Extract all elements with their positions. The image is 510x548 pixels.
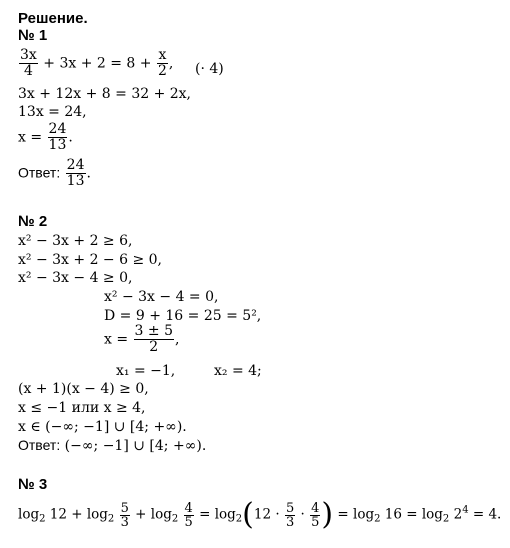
solution-heading: Решение.: [18, 10, 88, 27]
p3-frac-5-3: $\frac{5}{3}$: [120, 500, 129, 530]
p1-answer-frac: $\frac{24}{13}$: [66, 157, 85, 189]
p2-line-3: x² − 3x − 4 ≥ 0,: [18, 270, 133, 286]
p1-frac-x-2: $\frac{x}{2}$: [157, 47, 167, 79]
problem-1-number: № 1: [18, 27, 48, 44]
p1-multiply-note: (· 4): [195, 61, 224, 77]
answer-label: Ответ:: [18, 437, 61, 453]
p1-line-4: x = $\frac{24}{13}$ .: [18, 121, 73, 153]
p3-log-equation: $\log_2 12 + \log_2$ $\frac{5}{3}$ + $\log_2$ $\frac{4}{5}$ = $\log_2(12$ · $\frac{5}{3}$ · $\frac{4}{5}$ ) = $\log_2 16 = \log_2 2^4 = 4$.: [18, 497, 502, 532]
p2-root-x2: x₂ = 4;: [214, 363, 262, 379]
p2-discriminant: D = 9 + 16 = 25 = 5²,: [104, 308, 262, 324]
p2-frac-roots: $\frac{3 \pm 5}{2}$: [134, 323, 173, 355]
p1-answer: Ответ: $\frac{24}{13}$ .: [18, 157, 91, 189]
p2-root-x1: x₁ = −1,: [116, 363, 176, 379]
problem-3-number: № 3: [18, 476, 48, 493]
p1-equation: $\frac{3x}{4}$ + 3x + 2 = 8 + $\frac{x}{2}$ ,: [20, 47, 174, 79]
p3-frac-4-5: $\frac{4}{5}$: [184, 500, 193, 530]
p3-frac-5-3-inner: $\frac{5}{3}$: [285, 500, 295, 530]
p1-frac-3x-4: $\frac{3x}{4}$: [20, 47, 37, 79]
p1-line-3: 13x = 24,: [18, 104, 87, 120]
p2-line-8: (x + 1)(x − 4) ≥ 0,: [18, 381, 149, 397]
p2-line-2: x² − 3x + 2 − 6 ≥ 0,: [18, 252, 163, 268]
p3-frac-4-5-inner: $\frac{4}{5}$: [311, 500, 320, 530]
p2-line-4: x² − 3x − 4 = 0,: [104, 289, 219, 305]
p2-roots-formula: x = $\frac{3 \pm 5}{2}$ ,: [104, 323, 180, 355]
p1-line-2: 3x + 12x + 8 = 32 + 2x,: [18, 86, 192, 102]
p2-line-9: x ≤ −1 или x ≥ 4,: [18, 400, 146, 416]
p1-frac-24-13: $\frac{24}{13}$: [48, 121, 67, 153]
p2-line-1: x² − 3x + 2 ≥ 6,: [18, 233, 133, 249]
answer-label: Ответ:: [18, 164, 61, 181]
problem-2-number: № 2: [18, 213, 48, 230]
p2-line-10: x ∈ (−∞; −1] ∪ [4; +∞).: [18, 419, 187, 435]
p2-answer: Ответ: (−∞; −1] ∪ [4; +∞).: [18, 437, 207, 454]
